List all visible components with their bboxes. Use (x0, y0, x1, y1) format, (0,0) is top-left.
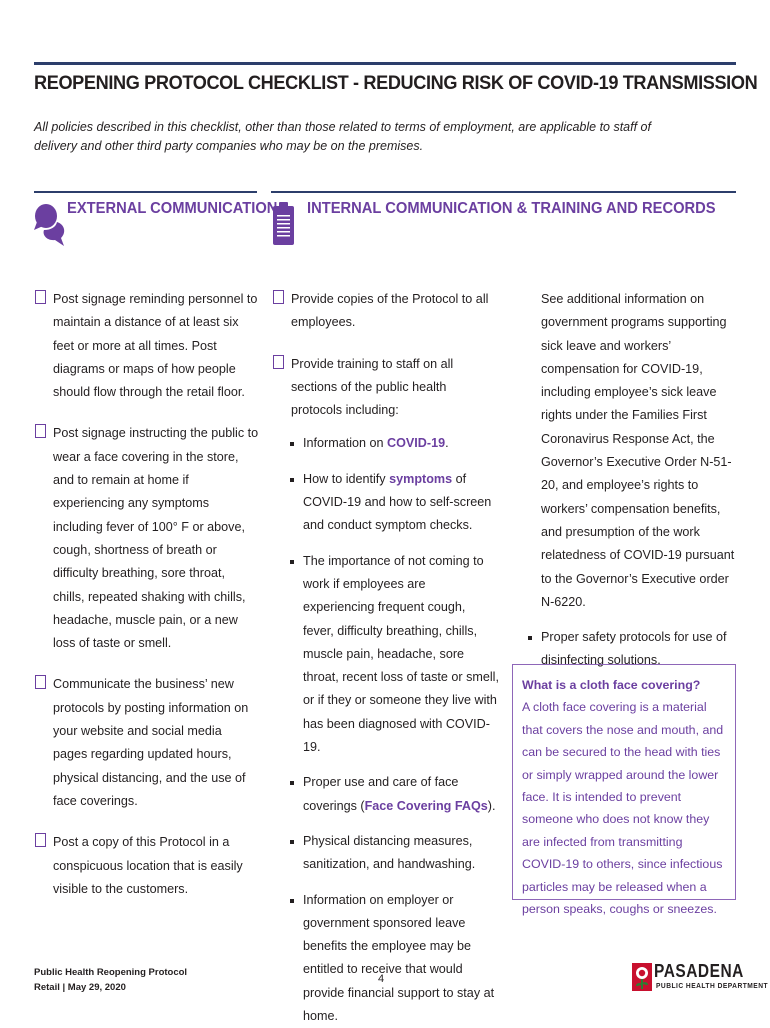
face-covering-callout (512, 664, 736, 917)
list-item (289, 550, 499, 760)
checklist-item-text: Provide copies of the Protocol to all employees. (291, 292, 489, 330)
speech-bubbles-icon (33, 202, 67, 248)
checklist-item-text: Post a copy of this Protocol in a conspicuous location that is easily visible to the customers. (53, 835, 243, 896)
checklist-item (35, 288, 259, 404)
list-item-text: of COVID-19 and how to self-screen and conduct symptom checks. (303, 471, 492, 533)
top-rule (34, 62, 736, 65)
checklist-item-text: Provide training to staff on all sections of the public health protocols including: (291, 356, 454, 418)
list-item-text: Physical distancing measures, sanitization, and handwashing. (303, 833, 476, 872)
page-subtitle: All policies described in this checklist, other than those related to terms of employment, are applicable to staff of delivery and other third party companies who may be on the premises. (34, 120, 651, 153)
checkbox[interactable] (35, 424, 46, 438)
leave-benefits-paragraph: See additional information on government programs supporting sick leave and workers’ compensation for COVID-19, including employee’s sick leave rights under the Families First Coronavirus Response Act, the Governor’s Executive Order N-51-20, and employee’s rights to workers’ compensation benefits, and presumption of the work relatedness of COVID-19 pursuant to the Governor’s Executive order N-6220. (541, 292, 735, 609)
list-item-text: Proper safety protocols for use of disinfecting solutions. (541, 630, 727, 668)
footer-info (34, 965, 187, 995)
right-column (541, 288, 739, 673)
external-section-rule (34, 191, 257, 193)
list-item (289, 889, 499, 1028)
checklist-item (35, 831, 259, 901)
list-item-text: ). (487, 798, 496, 813)
checkbox[interactable] (35, 675, 46, 689)
list-item-text: . (445, 436, 449, 451)
list-item-text: Information on (303, 436, 388, 451)
list-item-text: Information on employer or government sponsored leave benefits the employee may be entitled to receive that would provide financial support to stay at home. (303, 892, 495, 1024)
checklist-item (35, 673, 259, 813)
checkbox[interactable] (273, 290, 284, 304)
checklist-item-text: Post signage instructing the public to wear a face covering in the store, and to remain at home if experiencing any symptoms including fever of 100° F or above, cough, shortness of breath or difficulty breathing, sore throat, chills, repeated shaking with chills, headache, muscle pain, or a new loss of taste or smell. (53, 426, 259, 651)
footer-protocol-title: Public Health Reopening Protocol (34, 967, 188, 978)
checkbox[interactable] (35, 290, 46, 304)
checkbox[interactable] (35, 833, 46, 847)
checklist-item-text: Post signage reminding personnel to maintain a distance of at least six feet or more at all times. Post diagrams or maps of how people should flow through the retail floor. (53, 292, 258, 400)
checklist-item (273, 288, 499, 335)
list-item (289, 830, 499, 877)
checklist-item (273, 353, 499, 423)
internal-communication-heading: INTERNAL COMMUNICATION & TRAINING AND RECORDS (307, 200, 716, 217)
training-topics-list (273, 432, 499, 1028)
logo-subtitle: PUBLIC HEALTH DEPARTMENT (656, 983, 769, 990)
checkbox[interactable] (273, 355, 284, 369)
list-item (289, 432, 499, 455)
list-item-text: The importance of not coming to work if employees are experiencing frequent cough, fever, difficulty breathing, chills, muscle pain, headache, sore throat, recent loss of taste or smell, or if they or someone they live with has been diagnosed with COVID-19. (303, 553, 499, 755)
list-item-text: Proper use and care of face coverings ( (303, 775, 459, 813)
list-item (289, 771, 499, 818)
face-covering-faqs-link[interactable]: Face Covering FAQs (364, 798, 488, 813)
external-communication-heading: EXTERNAL COMMUNICATION (67, 200, 278, 217)
rose-logo-icon (632, 962, 652, 992)
callout-question: What is a cloth face covering? (522, 678, 701, 692)
checklist-item (35, 422, 259, 655)
internal-column (273, 288, 499, 1028)
logo-wordmark: PASADENA (654, 961, 744, 981)
external-column (35, 288, 259, 901)
list-item-text: How to identify (303, 471, 390, 486)
list-item (289, 468, 499, 538)
checklist-item-text: Communicate the business’ new protocols by posting information on your website and social media pages regarding updated hours, physical distancing, and the use of face coverings. (53, 677, 249, 808)
covid-19-link[interactable]: COVID-19 (387, 436, 446, 451)
internal-section-rule (271, 191, 736, 193)
page-number: 4 (378, 973, 385, 985)
pasadena-logo (632, 961, 769, 994)
page-title: REOPENING PROTOCOL CHECKLIST - REDUCING RISK OF COVID-19 TRANSMISSION (34, 72, 758, 94)
footer-date: Retail | May 29, 2020 (34, 982, 126, 993)
callout-answer: A cloth face covering is a material that covers the nose and mouth, and can be secured to the head with ties or simply wrapped around the lower face. It is intended to prevent someone who does not know they are infected from transmitting COVID-19 to others, since infectious particles may be released when a person speaks, coughs or sneezes. (522, 700, 724, 917)
symptoms-link[interactable]: symptoms (389, 471, 453, 486)
